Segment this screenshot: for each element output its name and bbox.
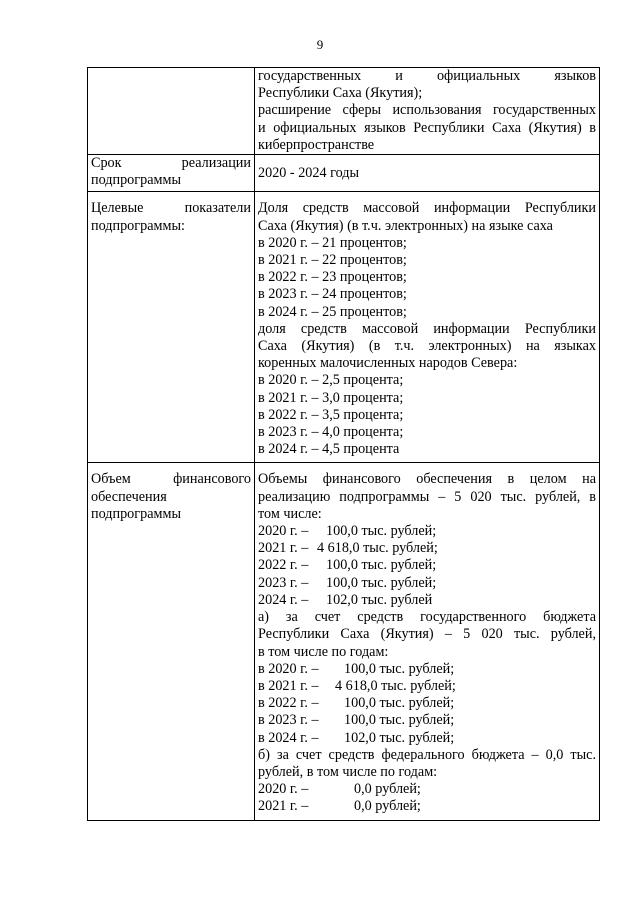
funding-label-cell [88, 463, 255, 820]
text-line: расширение сферы использования государственных [258, 102, 596, 119]
amount: 102,0 тыс. рублей; [344, 729, 455, 746]
year: в 2024 г. – [258, 729, 319, 746]
list-item: в 2021 г. – 22 процентов; [258, 252, 407, 269]
text-line: государственных и официальных языков [258, 68, 596, 84]
text-line: том числе: [258, 505, 322, 522]
list-item [258, 695, 596, 712]
year: 2024 г. – [258, 591, 309, 608]
label-line: подпрограммы: [91, 217, 185, 234]
text-line: реализацию подпрограммы – 5 020 тыс. рублей, в [258, 488, 596, 505]
text-line: Республики Саха (Якутия); [258, 85, 423, 102]
table-row [88, 155, 600, 192]
text-line: Объемы финансового обеспечения в целом на [258, 471, 596, 488]
text-line: Саха (Якутия) (в т.ч. электронных) на языках [258, 338, 596, 355]
list-item [258, 592, 596, 609]
term-label-cell [88, 155, 255, 192]
list-item: в 2020 г. – 2,5 процента; [258, 372, 404, 389]
amount: 102,0 тыс. рублей [326, 591, 433, 608]
year: 2020 г. – [258, 523, 309, 540]
text-line: рублей, в том числе по годам: [258, 763, 438, 780]
page-number: 9 [316, 37, 324, 52]
list-item [258, 575, 596, 592]
year: в 2021 г. – [258, 677, 319, 694]
amount: 100,0 тыс. рублей; [326, 574, 437, 591]
text-line: а) за счет средств государственного бюджета [258, 609, 596, 626]
list-item: в 2022 г. – 3,5 процента; [258, 406, 404, 423]
list-item: в 2022 г. – 23 процентов; [258, 269, 407, 286]
list-item [258, 678, 596, 695]
amount: 100,0 тыс. рублей; [344, 695, 455, 712]
label-line: Целевые показатели [91, 200, 251, 217]
text-line: б) за счет средств федерального бюджета – 0,0 тыс. [258, 746, 596, 763]
amount: 4 618,0 тыс. рублей; [335, 677, 456, 694]
list-item [258, 557, 596, 574]
term-value: 2020 - 2024 годы [258, 164, 360, 181]
list-item: в 2023 г. – 4,0 процента; [258, 424, 404, 441]
amount: 100,0 тыс. рублей; [344, 712, 455, 729]
year: в 2022 г. – [258, 695, 319, 712]
text-line: Доля средств массовой информации Республики [258, 200, 596, 217]
year: 2023 г. – [258, 574, 309, 591]
list-item [258, 661, 596, 678]
year: 2020 г. – [258, 781, 309, 798]
indicators-label-cell [88, 192, 255, 463]
text-line: и официальных языков Республики Саха (Якутия) в [258, 119, 596, 136]
row1-value-cell [255, 68, 600, 155]
text-line: Саха (Якутия) (в т.ч. электронных) на языке саха [258, 217, 553, 234]
list-item [258, 540, 596, 557]
table-row [88, 463, 600, 820]
table-row [88, 192, 600, 463]
label-line: подпрограммы [91, 172, 181, 189]
year: в 2023 г. – [258, 712, 319, 729]
list-item [258, 781, 596, 798]
label-line: подпрограммы [91, 505, 181, 522]
list-item: в 2023 г. – 24 процентов; [258, 286, 407, 303]
text-line: коренных малочисленных народов Севера: [258, 355, 518, 372]
amount: 100,0 тыс. рублей; [326, 557, 437, 574]
year: 2022 г. – [258, 557, 309, 574]
amount: 100,0 тыс. рублей; [344, 660, 455, 677]
list-item: в 2020 г. – 21 процентов; [258, 234, 407, 251]
list-item [258, 712, 596, 729]
amount: 0,0 рублей; [354, 798, 421, 815]
list-item [258, 798, 596, 815]
list-item: в 2021 г. – 3,0 процента; [258, 389, 404, 406]
year: 2021 г. – [258, 798, 309, 815]
text-line: Республики Саха (Якутия) – 5 020 тыс. рублей, [258, 626, 596, 643]
text-line: киберпространстве [258, 136, 375, 153]
amount: 4 618,0 тыс. рублей; [317, 540, 438, 557]
list-item: в 2024 г. – 4,5 процента [258, 441, 400, 458]
funding-value-cell [255, 463, 600, 820]
subprogram-passport-table [87, 67, 600, 821]
term-value-cell [255, 155, 600, 192]
list-item [258, 730, 596, 747]
indicators-value-cell [255, 192, 600, 463]
table-row [88, 68, 600, 155]
text-line: в том числе по годам: [258, 643, 389, 660]
text-line: доля средств массовой информации Республики [258, 320, 596, 337]
amount: 0,0 рублей; [354, 781, 421, 798]
label-line: Срок реализации [91, 155, 251, 172]
year: 2021 г. – [258, 540, 309, 557]
amount: 100,0 тыс. рублей; [326, 523, 437, 540]
row1-label-cell [88, 68, 255, 155]
list-item: в 2024 г. – 25 процентов; [258, 303, 407, 320]
year: в 2020 г. – [258, 660, 319, 677]
label-line: обеспечения [91, 488, 167, 505]
label-line: Объем финансового [91, 471, 251, 488]
list-item [258, 523, 596, 540]
